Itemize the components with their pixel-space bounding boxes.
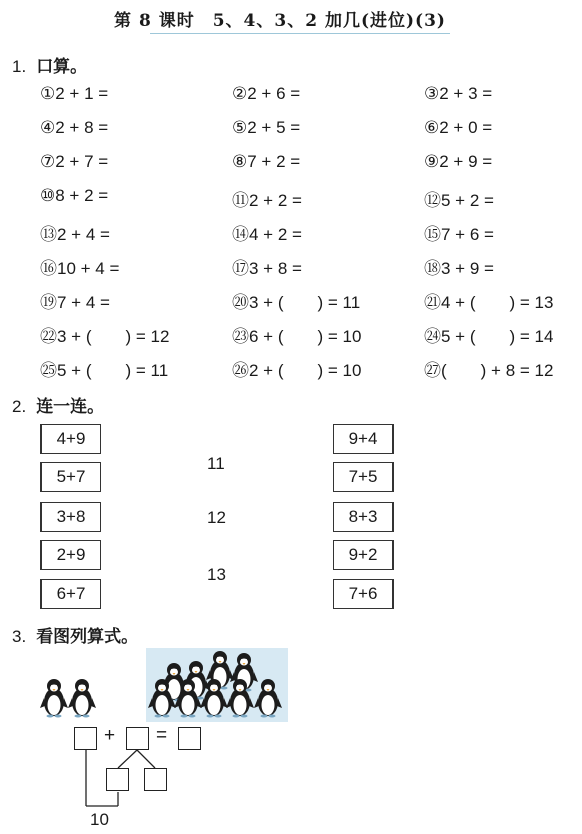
section-3-label: 看图列算式。 [36, 627, 139, 646]
oral-question[interactable] [40, 84, 108, 104]
question-number: ⑱ [424, 259, 441, 278]
oral-question[interactable] [424, 322, 553, 347]
question-number: ㉖ [232, 361, 249, 380]
oral-question[interactable] [424, 84, 492, 104]
question-expression: 5 + 2 = [441, 191, 494, 210]
oral-question[interactable] [40, 356, 168, 381]
question-expression: 2 + 9 = [439, 152, 493, 171]
section-3-number: 3. [12, 627, 27, 646]
answer-box-addend-1[interactable] [74, 727, 97, 750]
oral-question[interactable] [232, 322, 361, 347]
question-expression: ( ) + 8 = 12 [441, 361, 554, 380]
question-expression: 7 + 4 = [57, 293, 110, 312]
question-number: ⑧ [232, 152, 248, 171]
question-number: ㉕ [40, 361, 57, 380]
question-expression: 2 + 6 = [247, 84, 301, 103]
question-number: ③ [424, 84, 440, 103]
question-number: ⑤ [232, 118, 248, 137]
question-expression: 2 + 1 = [55, 84, 109, 103]
section-1-heading [12, 52, 87, 77]
section-2-heading [12, 392, 104, 417]
match-middle-number[interactable]: 11 [207, 454, 225, 473]
oral-question[interactable] [40, 254, 119, 279]
question-number: ⑫ [424, 191, 441, 210]
oral-question[interactable] [40, 322, 169, 347]
question-number: ㉗ [424, 361, 441, 380]
penguin-icon [40, 679, 68, 718]
match-right-box[interactable]: 7+5 [333, 462, 394, 492]
plus-sign: + [104, 725, 116, 746]
match-left-box[interactable]: 2+9 [40, 540, 101, 570]
question-expression: 5 + ( ) = 14 [441, 327, 554, 346]
match-middle-number[interactable]: 12 [207, 508, 226, 527]
match-right-box[interactable]: 9+4 [333, 424, 394, 454]
question-expression: 7 + 6 = [441, 225, 494, 244]
penguin-group-right [146, 648, 288, 722]
question-number: ② [232, 84, 248, 103]
question-expression: 2 + 5 = [247, 118, 301, 137]
answer-box-sum[interactable] [178, 727, 201, 750]
question-expression: 10 + 4 = [57, 259, 120, 278]
question-number: ⑯ [40, 259, 57, 278]
oral-question[interactable] [232, 288, 360, 313]
oral-question[interactable] [424, 118, 492, 138]
oral-question[interactable] [424, 186, 494, 211]
question-number: ⑰ [232, 259, 249, 278]
question-expression: 2 + 4 = [57, 225, 110, 244]
question-expression: 2 + 0 = [439, 118, 493, 137]
answer-box-addend-2[interactable] [126, 727, 149, 750]
match-left-box[interactable]: 4+9 [40, 424, 101, 454]
question-expression: 4 + ( ) = 13 [441, 293, 554, 312]
answer-box-split-2[interactable] [144, 768, 167, 791]
question-number: ⑪ [232, 191, 249, 210]
answer-box-split-1[interactable] [106, 768, 129, 791]
oral-question[interactable] [232, 356, 361, 381]
equals-sign: = [156, 725, 168, 746]
penguin-group-left [36, 670, 102, 722]
match-right-box[interactable]: 9+2 [333, 540, 394, 570]
section-3-heading [12, 622, 138, 647]
match-middle-number[interactable]: 13 [207, 565, 226, 584]
title-underline [150, 33, 450, 34]
question-expression: 2 + 7 = [55, 152, 109, 171]
oral-question[interactable] [232, 186, 302, 211]
question-number: ㉒ [40, 327, 57, 346]
question-expression: 2 + 8 = [55, 118, 109, 137]
question-expression: 3 + 8 = [249, 259, 302, 278]
oral-question[interactable] [424, 220, 494, 245]
oral-question[interactable] [40, 220, 110, 245]
match-left-box[interactable]: 5+7 [40, 462, 101, 492]
question-expression: 2 + 3 = [439, 84, 493, 103]
section-1-number: 1. [12, 57, 27, 76]
oral-question[interactable] [232, 84, 300, 104]
question-number: ⑲ [40, 293, 57, 312]
question-expression: 6 + ( ) = 10 [249, 327, 362, 346]
question-expression: 3 + 9 = [441, 259, 494, 278]
question-number: ⑳ [232, 293, 249, 312]
oral-question[interactable] [40, 186, 108, 206]
section-1-label: 口算。 [36, 57, 88, 76]
oral-question[interactable] [424, 288, 553, 313]
oral-question[interactable] [232, 254, 302, 279]
question-expression: 8 + 2 = [55, 186, 109, 205]
question-number: ⑬ [40, 225, 57, 244]
question-number: ⑭ [232, 225, 249, 244]
question-expression: 3 + ( ) = 11 [249, 293, 361, 312]
section-2-label: 连一连。 [36, 397, 105, 416]
question-number: ㉑ [424, 293, 441, 312]
question-expression: 7 + 2 = [247, 152, 301, 171]
match-right-box[interactable]: 7+6 [333, 579, 394, 609]
question-expression: 2 + 2 = [249, 191, 302, 210]
question-number: ㉓ [232, 327, 249, 346]
match-left-box[interactable]: 6+7 [40, 579, 101, 609]
oral-question[interactable] [424, 254, 494, 279]
question-expression: 4 + 2 = [249, 225, 302, 244]
question-number: ⑮ [424, 225, 441, 244]
oral-question[interactable] [424, 356, 553, 381]
question-number: ④ [40, 118, 56, 137]
oral-question[interactable] [232, 118, 300, 138]
oral-question[interactable] [40, 152, 108, 172]
match-left-box[interactable]: 3+8 [40, 502, 101, 532]
page-title: 第 8 课时 5、4、3、2 加几(进位)(3) [114, 11, 446, 31]
question-number: ⑥ [424, 118, 440, 137]
question-expression: 2 + ( ) = 10 [249, 361, 362, 380]
question-number: ⑨ [424, 152, 440, 171]
oral-question[interactable] [424, 152, 492, 172]
oral-question[interactable] [232, 220, 302, 245]
question-number: ⑩ [40, 186, 56, 205]
penguin-icon [68, 679, 96, 718]
question-number: ① [40, 84, 56, 103]
question-expression: 5 + ( ) = 11 [57, 361, 169, 380]
oral-question[interactable] [40, 118, 108, 138]
oral-question[interactable] [232, 152, 300, 172]
section-2-number: 2. [12, 397, 27, 416]
question-expression: 3 + ( ) = 12 [57, 327, 170, 346]
ten-label: 10 [90, 810, 109, 829]
match-right-box[interactable]: 8+3 [333, 502, 394, 532]
question-number: ㉔ [424, 327, 441, 346]
question-number: ⑦ [40, 152, 56, 171]
oral-question[interactable] [40, 288, 110, 313]
